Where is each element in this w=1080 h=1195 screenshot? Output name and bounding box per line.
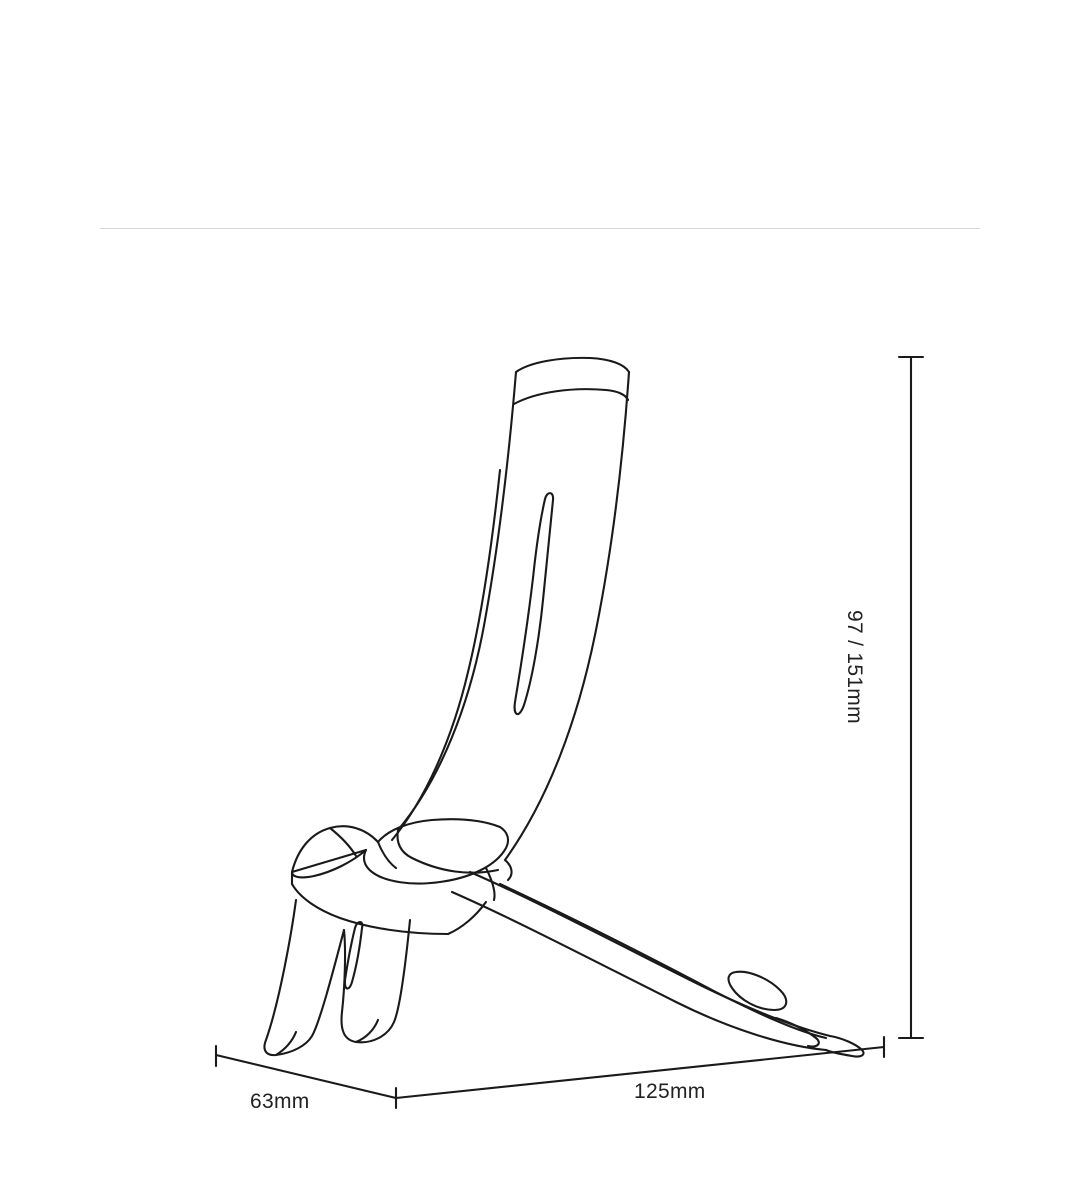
width-dimension-label: 125mm xyxy=(634,1080,706,1103)
height-dimension-label: 97 / 151mm xyxy=(843,610,866,724)
depth-dimension-label: 63mm xyxy=(250,1090,310,1113)
